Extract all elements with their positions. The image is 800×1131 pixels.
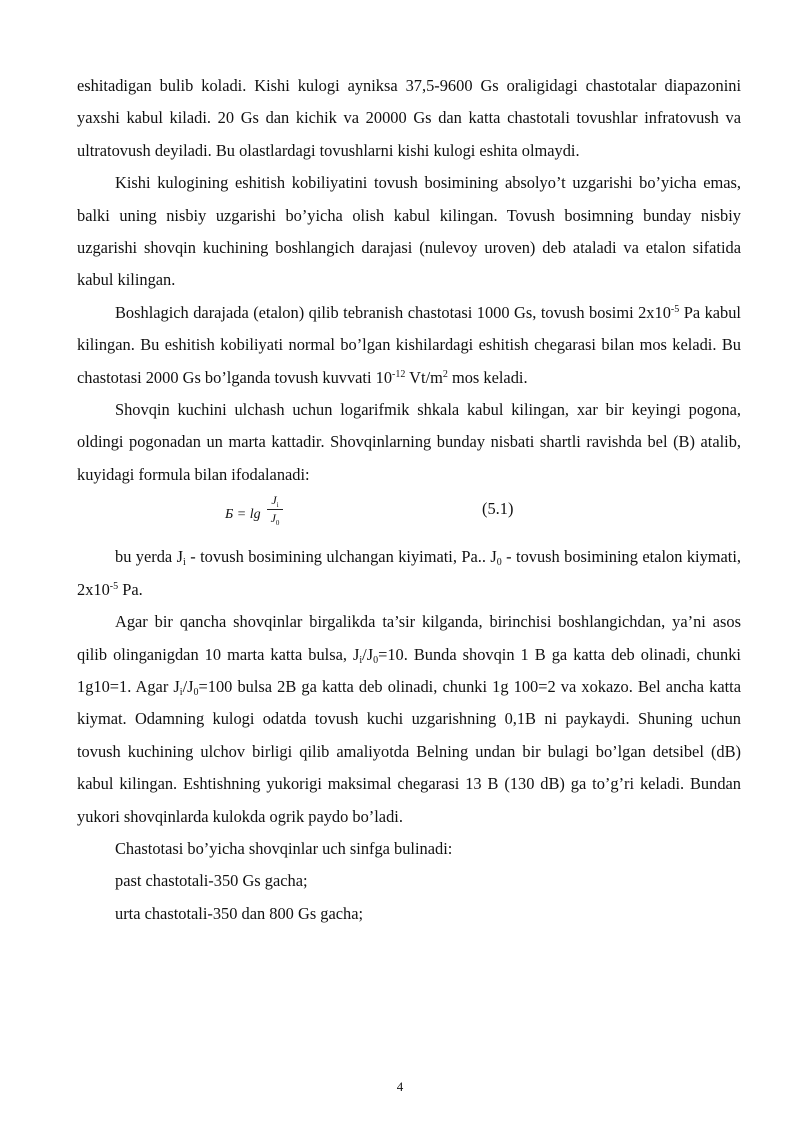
paragraph-hearing-range: eshitadigan bulib koladi. Kishi kulogi ayniksa 37,5-9600 Gs oraligidagi chastotalar diapazonini yaxshi kabul kiladi. 20 Gs dan kichik va 20000 Gs dan katta chastotali tovushlar infratovush va ultratovush deyiladi. Bu olastlardagi tovushlarni kishi kulogi eshita olmaydi. <box>77 76 741 160</box>
list-item: urta chastotali-350 dan 800 Gs gacha; <box>115 903 364 923</box>
formula-denominator: $J_0$ <box>270 511 280 528</box>
paragraph-reference-level: Boshlagich darajada (etalon) qilib tebranish chastotasi 1000 Gs, tovush bosimi $2x10^{-5}$ Pa kabul kilingan. Bu eshitish kobiliyati normal bo’lgan kishilardagi eshitish chegarasi bilan mos keladi. Bu chastotasi 2000 Gs bo’lganda tovush kuvvati $10^{-12}$ $Vt/m^2$ mos keladi. <box>77 302 741 387</box>
paragraph-bel-decibel: Agar bir qancha shovqinlar birgalikda ta’sir kilganda, birinchisi boshlangichdan, ya’ni asos qilib olinganigdan 10 marta katta bulsa, $J_i/J_0=10$. Bunda shovqin 1 B ga katta deb olinadi, chunki 1g10=1. Agar $J_i/J_0=100$ bulsa 2B ga katta deb olinadi, chunki 1g 100=2 va xokazo. Bel ancha katta kiymat. Odamning kulogi odatda tovush kuchi uzgarishning 0,1B ni paykaydi. Shuning uchun tovush kuchining ulchov birligi qilib amaliyotda Belning undan bir bulagi bo’lgan detsibel (dB) kabul kilingan. Eshtishning yukorigi maksimal chegarasi 13 B (130 dB) ga to’g’ri keladi. Bundan yukori shovqinlarda kulokda ogrik paydo bo’ladi. <box>77 612 741 826</box>
formula-numerator: $J_i$ <box>267 493 283 510</box>
equation-number: (5.1) <box>482 499 514 519</box>
paragraph-log-scale: Shovqin kuchini ulchash uchun logarifmik shkala kabul kilingan, xar bir keyingi pogona, oldingi pogonadan un marta kattadir. Shovqinlarning bunday nisbati shartli ravishda bel (B) atalib, kuyidagi formula bilan ifodalanadi: <box>77 400 741 484</box>
list-item: past chastotali-350 Gs gacha; <box>115 871 308 891</box>
paragraph-frequency-classes: Chastotasi bo’yicha shovqinlar uch sinfga bulinadi: <box>115 838 453 858</box>
page-number: 4 <box>396 1079 404 1094</box>
formula-5-1 <box>77 491 741 541</box>
document-page <box>77 70 741 930</box>
paragraph-formula-explanation: bu yerda $J_i$ - tovush bosimining ulchangan kiyimati, Pa.. $J_0$ - tovush bosimining etalon kiymati, $2x10^{-5}$ Pa. <box>77 547 741 599</box>
paragraph-relative-pressure: Kishi kulogining eshitish kobiliyatini tovush bosimining absolyo’t uzgarishi bo’yicha emas, balki uning nisbiy uzgarishi bo’yicha olish kabul kilingan. Tovush bosimning bunday nisbiy uzgarishi shovqin kuchining boshlangich darajasi (nulevoy uroven) deb ataladi va etalon sifatida kabul kilingan. <box>77 173 741 290</box>
formula-lhs: Б = lg <box>225 507 261 523</box>
formula-fraction <box>267 493 283 526</box>
